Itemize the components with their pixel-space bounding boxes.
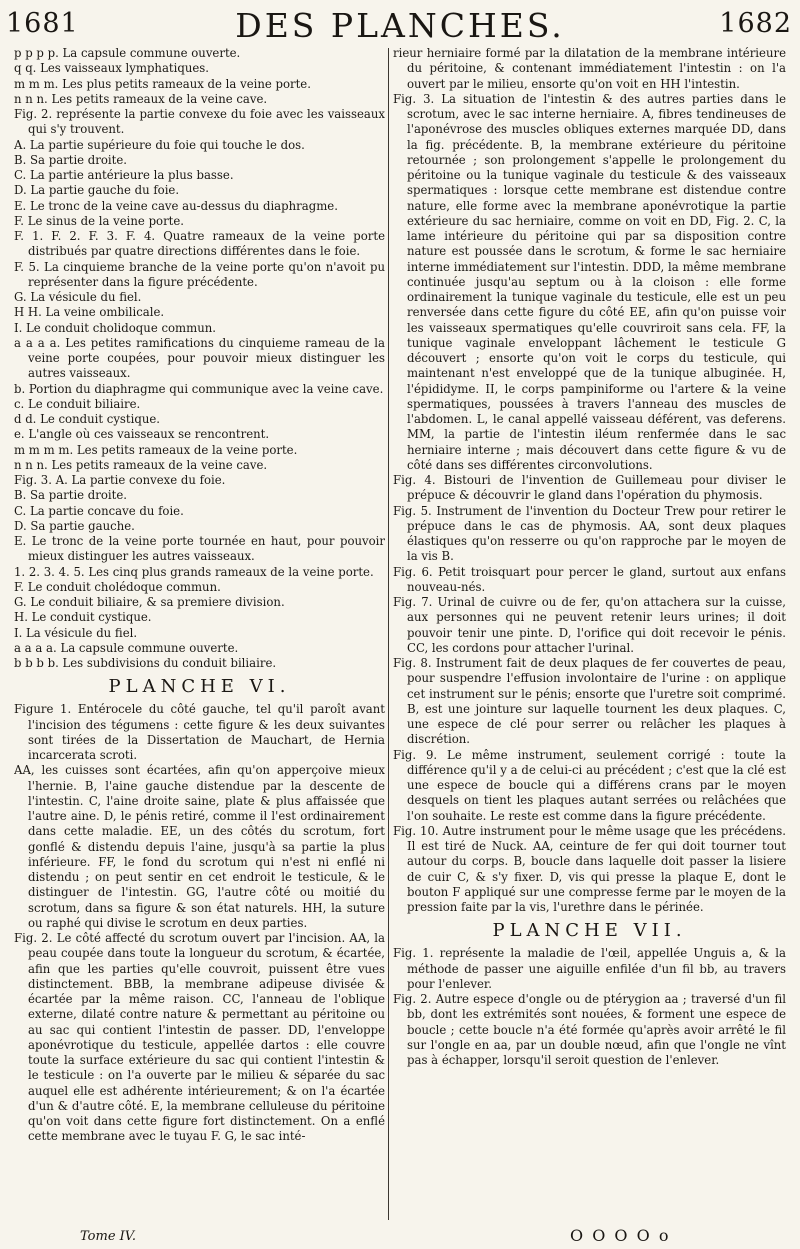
entry: Fig. 4. Bistouri de l'invention de Guillemeau pour diviser le prépuce & découvrir le gland dans l'opération du phymosis. <box>393 473 786 503</box>
entry: D. La partie gauche du foie. <box>14 183 180 198</box>
entry: Fig. 3. A. La partie convexe du foie. <box>14 473 226 487</box>
entry: Fig. 2. Autre espece d'ongle ou de ptérygion aa ; traversé d'un fil bb, dont les extrémités sont nouées, & forment une espece de boucle ; cette boucle n'a été formée qu'après avoir arrêté le fil sur l'ongle en aa, par un double nœud, afin que l'ongle ne vînt pas à échapper, lorsqu'il seroit question de l'enlever. <box>393 992 786 1067</box>
entry: Fig. 2. représente la partie convexe du foie avec les vaisseaux qui s'y trouvent. <box>14 107 385 137</box>
page-number-left: 1681 <box>6 8 79 39</box>
entry: H H. La veine ombilicale. <box>14 305 165 320</box>
volume-footer: Tome IV. <box>80 1229 137 1244</box>
entry: C. La partie concave du foie. <box>14 503 184 518</box>
entry: Fig. 7. Urinal de cuivre ou de fer, qu'on attachera sur la cuisse, aux personnes qui ne peuvent retenir leurs urines; il doit pouvoir tenir une pinte. D, l'orifice qui doit recevoir le pénis. CC, les cordons pour attacher l'urinal. <box>393 595 786 655</box>
entry: a a a a. La capsule commune ouverte. <box>14 640 239 655</box>
entry: b b b b. Les subdivisions du conduit biliaire. <box>14 656 277 670</box>
entry: F. Le sinus de la veine porte. <box>14 213 184 228</box>
page-header <box>0 6 800 44</box>
entry: rieur herniaire formé par la dilatation de la membrane intérieure du péritoine, & contenant immédiatement l'intestin : on l'a ouvert par le milieu, ensorte qu'on voit en HH l'intestin. <box>393 46 786 91</box>
entry: B. Sa partie droite. <box>14 488 127 503</box>
entry: Fig. 9. Le même instrument, seulement corrigé : toute la différence qu'il y a de celui-ci au précédent ; c'est que la clé est une espece de boucle qui a différens crans par le moyen desquels on tient les plaques autant serrées ou relâchées que l'on souhaite. Le reste est comme dans la figure précédente. <box>393 747 786 823</box>
entry: Fig. 6. Petit troisquart pour percer le gland, surtout aux enfans nouveau-nés. <box>393 564 786 594</box>
section-heading-planche-vi: PLANCHE VI. <box>108 676 291 698</box>
entry: a a a a. Les petites ramifications du cinquieme rameau de la veine porte coupées, pour pouvoir mieux distinguer les autres vaisseaux. <box>14 335 385 381</box>
entry: C. La partie antérieure la plus basse. <box>14 168 234 182</box>
entry: Fig. 1. représente la maladie de l'œil, appellée Unguis a, & la méthode de passer une aiguille enfilée d'un fil bb, au travers pour l'enlever. <box>393 946 786 991</box>
entry: c. Le conduit biliaire. <box>14 396 141 411</box>
entry: Fig. 10. Autre instrument pour le même usage que les précédens. Il est tiré de Nuck. AA, ceinture de fer qui doit tourner tout autour du corps. B, boucle dans laquelle doit passer la lisiere de cuir C, & s'y fixer. D, vis qui presse la plaque E, dont le bouton F appliqué sur une compresse ferme par le moyen de la pression faite par la vis, l'urethre dans le périnée. <box>393 823 786 914</box>
entry: E. Le tronc de la veine cave au-dessus du diaphragme. <box>14 198 338 213</box>
entry: F. 5. La cinquieme branche de la veine porte qu'on n'avoit pu représenter dans la figure précédente. <box>14 259 385 289</box>
entry: Figure 1. Entérocele du côté gauche, tel qu'il paroît avant l'incision des tégumens : cette figure & les deux suivantes sont tirées de la Dissertation de Mauchart, de Hernia incarcerata scroti. <box>14 702 385 762</box>
section-heading-planche-vii: PLANCHE VII. <box>492 920 687 942</box>
page-number-right: 1682 <box>719 8 792 39</box>
entry: D. Sa partie gauche. <box>14 518 135 533</box>
entry: G. Le conduit biliaire, & sa premiere division. <box>14 595 285 609</box>
entry: m m m m. Les petits rameaux de la veine porte. <box>14 442 298 457</box>
entry: F. 1. F. 2. F. 3. F. 4. Quatre rameaux de la veine porte distribués par quatre directions différentes dans le foie. <box>14 229 385 259</box>
entry: e. L'angle où ces vaisseaux se rencontrent. <box>14 427 270 442</box>
left-column <box>14 46 385 1229</box>
entry: Fig. 5. Instrument de l'invention du Docteur Trew pour retirer le prépuce dans le cas de phymosis. AA, sont deux plaques élastiques qu'on resserre ou qu'on rapproche par le moyen de la vis B. <box>393 503 786 564</box>
entry: p p p p. La capsule commune ouverte. <box>14 46 241 60</box>
entry: d d. Le conduit cystique. <box>14 412 160 426</box>
signature-mark: O O O O o <box>570 1226 671 1245</box>
entry: n n n. Les petits rameaux de la veine cave. <box>14 457 268 472</box>
entry: F. Le conduit cholédoque commun. <box>14 579 221 594</box>
entry: q q. Les vaisseaux lymphatiques. <box>14 61 209 76</box>
entry: Fig. 3. La situation de l'intestin & des autres parties dans le scrotum, avec le sac interne herniaire. A, fibres tendineuses de l'aponévrose des muscles obliques externes marquée DD, dans la fig. précédente. B, la membrane extérieure du péritoine retournée ; son prolongement s'appelle le prolongement du péritoine ou la tunique vaginale du testicule & des vaisseaux spermatiques : lorsque cette membrane est distendue contre nature, elle forme avec la membrane aponévrotique la partie extérieure du sac herniaire, comme on voit en DD, Fig. 2. C, la lame intérieure du péritoine qui par sa disposition contre nature est poussée dans le scrotum, & forme le sac herniaire interne immédiatement sur l'intestin. DDD, la même membrane continuée jusqu'au septum ou à la cloison : elle forme ordinairement la tunique vaginale du testicule, elle est un peu renversée dans cette figure du côté EE, afin qu'on puisse voir les vaisseaux spermatiques qu'elle couvriroit sans cela. FF, la tunique vaginale enveloppant lâchement le testicule G découvert ; ensorte qu'on voit le corps du testicule, qui maintenant n'est enveloppé que de la tunique albuginée. H, l'épididyme. II, le corps pampiniforme ou l'artere & la veine spermatiques, poussées à travers l'anneau des muscles de l'abdomen. L, le canal appellé vaisseau déférent, vas deferens. MM, la partie de l'intestin iléum renfermée dans le sac herniaire interne ; mais découvert dans cette figure & vu de côté dans ses différentes circonvolutions. <box>393 91 786 472</box>
entry: I. La vésicule du fiel. <box>14 625 138 640</box>
entry: H. Le conduit cystique. <box>14 610 152 625</box>
entry: 1. 2. 3. 4. 5. Les cinq plus grands rameaux de la veine porte. <box>14 564 374 579</box>
entry: n n n. Les petits rameaux de la veine cave. <box>14 91 268 106</box>
entry: Fig. 2. Le côté affecté du scrotum ouvert par l'incision. AA, la peau coupée dans toute la longueur du scrotum, & écartée, afin que les parties qu'elle couvroit, puissent être vues distinctement. BBB, la membrane adipeuse divisée & écartée par la même raison. CC, l'anneau de l'oblique externe, dilaté contre nature & permettant au péritoine ou au sac qui contient l'intestin de passer. DD, l'enveloppe aponévrotique du testicule, appellée dartos : elle couvre toute la surface extérieure du sac qui contient l'intestin & le testicule : on l'a ouverte par le milieu & séparée du sac auquel elle est adhérente intérieurement; & on l'a écartée d'un & d'autre côté. E, la membrane celluleuse du péritoine qu'on voit dans cette figure fort distinctement. On a enflé cette membrane avec le tuyau F. G, le sac inté- <box>14 931 385 1144</box>
entry: b. Portion du diaphragme qui communique avec la veine cave. <box>14 381 384 396</box>
entry: A. La partie supérieure du foie qui touche le dos. <box>14 137 305 152</box>
entry: E. Le tronc de la veine porte tournée en haut, pour pouvoir mieux distinguer les autres vaisseaux. <box>14 534 385 564</box>
entry: G. La vésicule du fiel. <box>14 290 142 304</box>
right-column <box>393 46 786 1226</box>
entry: B. Sa partie droite. <box>14 152 127 167</box>
column-rule <box>388 48 389 1220</box>
entry: I. Le conduit cholidoque commun. <box>14 320 216 335</box>
entry: m m m. Les plus petits rameaux de la veine porte. <box>14 76 311 91</box>
entry: AA, les cuisses sont écartées, afin qu'on apperçoive mieux l'hernie. B, l'aine gauche distendue par la descente de l'intestin. C, l'aine droite saine, plate & plus affaissée que l'autre aine. D, le pénis retiré, comme il l'est ordinairement dans cette maladie. EE, un des côtés du scrotum, fort gonflé & distendu depuis l'aine, jusqu'à sa partie la plus inférieure. FF, le fond du scrotum qui n'est ni enflé ni distendu ; on peut sentir en cet endroit le testicule, & le distinguer de l'intestin. GG, l'autre côté ou moitié du scrotum, dans sa figure & son état naturels. HH, la suture ou raphé qui divise le scrotum en deux parties. <box>14 763 385 930</box>
running-title: DES PLANCHES. <box>235 6 565 45</box>
entry: Fig. 8. Instrument fait de deux plaques de fer couvertes de peau, pour suspendre l'effusion involontaire de l'urine : on applique cet instrument sur le pénis; ensorte que l'uretre soit comprimé. B, est une jointure sur laquelle tournent les deux plaques. C, une espece de clé pour serrer ou relâcher les plaques à discrétion. <box>393 656 786 747</box>
